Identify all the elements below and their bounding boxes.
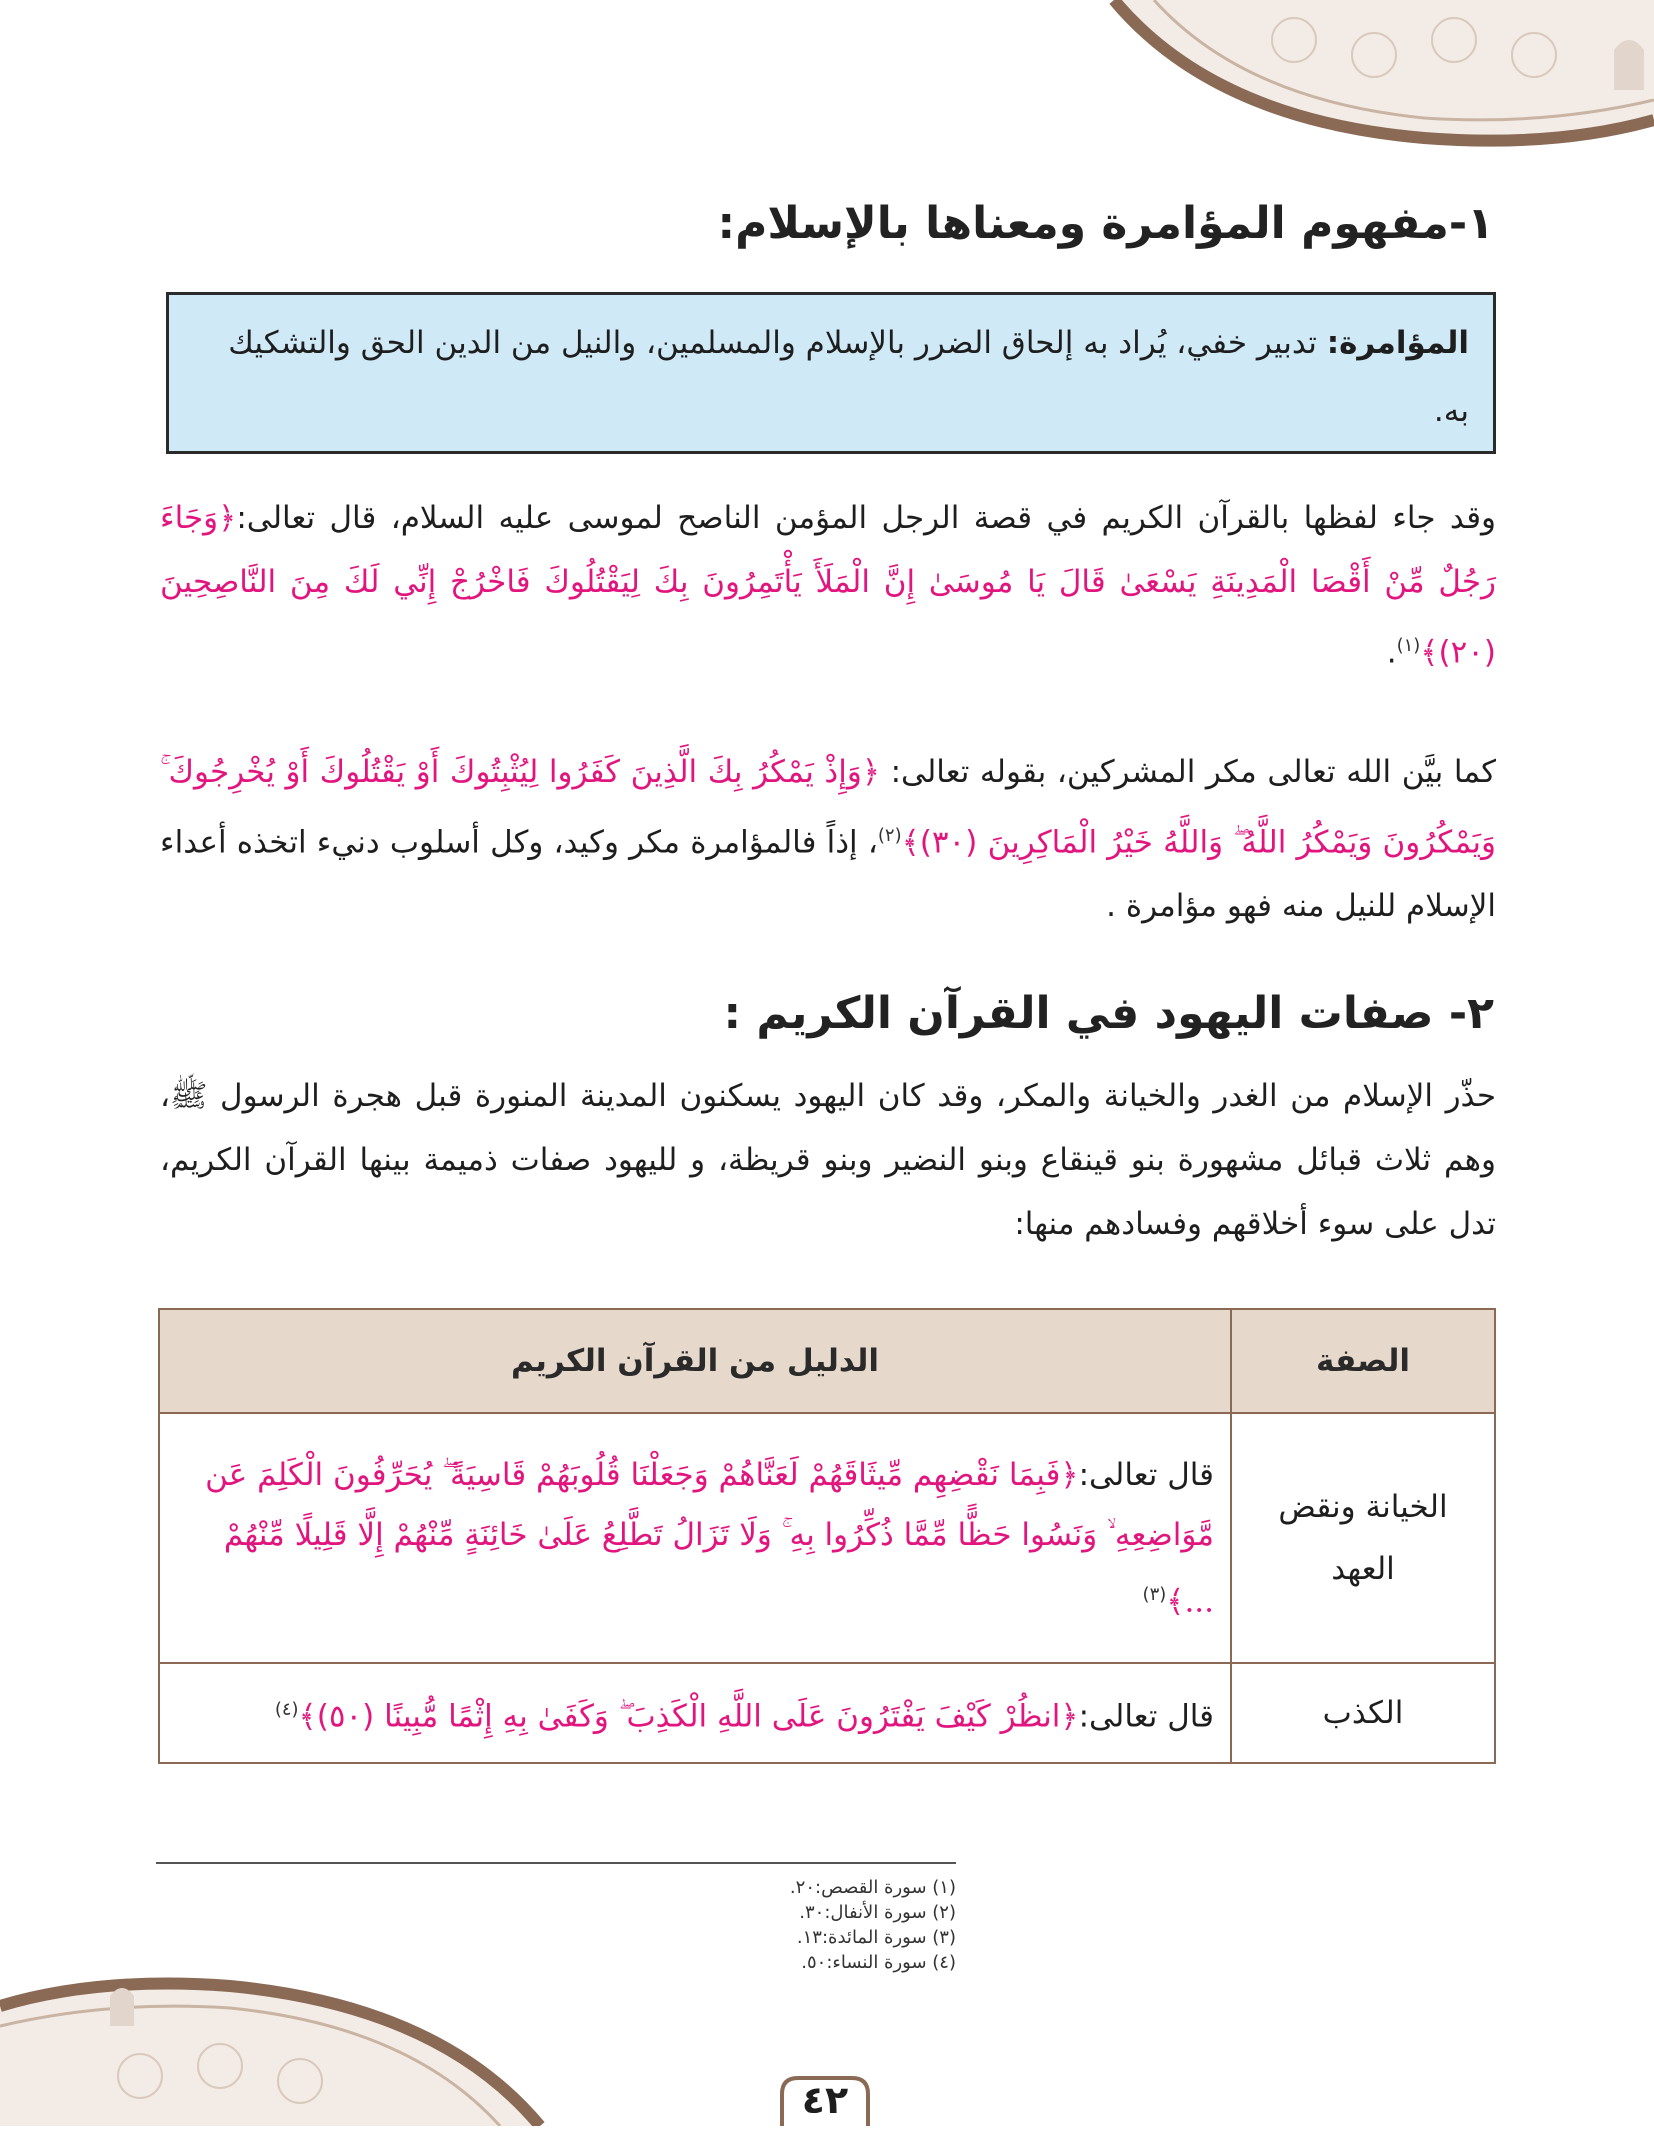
page-number-badge: [772, 2074, 878, 2126]
footnote-item: (٢) سورة الأنفال:٣٠.: [799, 1902, 956, 1923]
footnote-item: (١) سورة القصص:٢٠.: [789, 1877, 956, 1898]
footnote-item: (٤) سورة النساء:٥٠.: [801, 1952, 956, 1973]
quran-verse: فَبِمَا نَقْضِهِم مِّيثَاقَهُمْ لَعَنَّاهُمْ وَجَعَلْنَا قُلُوبَهُمْ قَاسِيَةً ۖ يُحَرِّفُونَ الْكَلِمَ عَن مَّوَاضِعِهِ ۙ وَنَسُوا حَظًّا مِّمَّا ذُكِّرُوا بِهِ ۚ وَلَا تَزَالُ تَطَّلِعُ عَلَىٰ خَائِنَةٍ مِّنْهُمْ إِلَّا قَلِيلًا مِّنْهُمْ ...: [205, 1456, 1214, 1620]
evidence-intro: قال تعالى:: [1078, 1698, 1214, 1735]
verse-open-ornament: ﴿: [861, 754, 880, 790]
quran-verse: وَإِذْ يَمْكُرُ بِكَ الَّذِينَ كَفَرُوا لِيُثْبِتُوكَ أَوْ يَقْتُلُوكَ أَوْ يُخْرِجُوكَ ۚ وَيَمْكُرُونَ وَيَمْكُرُ اللَّهُ ۖ وَاللَّهُ خَيْرُ الْمَاكِرِينَ: [160, 754, 1497, 861]
footnote-ref[interactable]: (٣): [1142, 1583, 1167, 1605]
footnote-ref[interactable]: (٤): [274, 1698, 299, 1720]
paragraph-plotting: [160, 740, 1496, 938]
footnote-item: (٣) سورة المائدة:١٣.: [796, 1927, 956, 1948]
quran-verse: وَجَاءَ رَجُلٌ مِّنْ أَقْصَا الْمَدِينَةِ يَسْعَىٰ قَالَ يَا مُوسَىٰ إِنَّ الْمَلَأَ يَأْتَمِرُونَ بِكَ لِيَقْتُلُوكَ فَاخْرُجْ إِنِّي لَكَ مِنَ النَّاصِحِينَ: [160, 500, 1496, 600]
footnotes: [156, 1875, 956, 1975]
definition-term: المؤامرة:: [1326, 325, 1469, 361]
section-heading-jews-traits: ٢- صفات اليهود في القرآن الكريم :: [723, 988, 1494, 1039]
evidence-intro: قال تعالى:: [1078, 1456, 1214, 1493]
definition-text: تدبير خفي، يُراد به إلحاق الضرر بالإسلام والمسلمين، والنيل من الدين الحق والتشكيك به.: [228, 325, 1469, 429]
section-heading-conspiracy: ١-مفهوم المؤامرة ومعناها بالإسلام:: [717, 198, 1494, 249]
paragraph-intro: وقد جاء لفظها بالقرآن الكريم في قصة الرجل المؤمن الناصح لموسى عليه السلام، قال تعالى:: [236, 500, 1496, 536]
evidence-cell: [159, 1413, 1231, 1663]
traits-table: [158, 1308, 1496, 1764]
ayah-number-marker: (٢٠): [1438, 634, 1496, 671]
footnote-divider: [156, 1862, 956, 1864]
header-trait: الصفة: [1231, 1309, 1495, 1413]
page-number: ٤٢: [801, 2078, 849, 2122]
trait-cell: الكذب: [1231, 1663, 1495, 1763]
paragraph-intro: كما بيَّن الله تعالى مكر المشركين، بقوله تعالى:: [890, 754, 1497, 790]
verse-close-ornament: ﴾: [1420, 634, 1439, 671]
verse-open-ornament: ﴿: [1060, 1698, 1079, 1735]
footnote-ref[interactable]: (٢): [877, 825, 902, 846]
ayah-number-marker: (٥٠): [316, 1698, 375, 1735]
trait-cell: الخيانة ونقض العهد: [1231, 1413, 1495, 1663]
verse-close-ornament: ﴾: [298, 1698, 317, 1735]
paragraph-outro: ، إذاً فالمؤامرة مكر وكيد، وكل أسلوب دنيء اتخذه أعداء الإسلام للنيل منه فهو مؤامرة .: [160, 824, 1496, 925]
verse-open-ornament: ﴿: [218, 500, 237, 536]
bottom-corner-ornament: [0, 1966, 560, 2126]
paragraph-conspiracy-quran: وقد جاء لفظها بالقرآن الكريم في قصة الرجل المؤمن الناصح لموسى عليه السلام، قال تعالى:﴿وَجَاءَ رَجُلٌ مِّنْ أَقْصَا الْمَدِينَةِ يَسْعَىٰ قَالَ يَا مُوسَىٰ إِنَّ الْمَلَأَ يَأْتَمِرُونَ بِكَ لِيَقْتُلُوكَ فَاخْرُجْ إِنِّي لَكَ مِنَ النَّاصِحِينَ (٢٠)﴾$^{(١)}$.: [160, 500, 1496, 671]
verse-close-ornament: ﴾: [901, 824, 920, 861]
verse-open-ornament: ﴿: [1060, 1456, 1079, 1493]
table-header-row: [159, 1309, 1495, 1413]
quran-verse: انظُرْ كَيْفَ يَفْتَرُونَ عَلَى اللَّهِ الْكَذِبَ ۖ وَكَفَىٰ بِهِ إِثْمًا مُّبِينًا: [384, 1698, 1061, 1735]
footnote-ref[interactable]: (١): [1396, 635, 1421, 656]
table-row: [159, 1413, 1495, 1663]
evidence-cell: [159, 1663, 1231, 1763]
table-row: [159, 1663, 1495, 1763]
header-evidence: الدليل من القرآن الكريم: [159, 1309, 1231, 1413]
paragraph-medina-tribes: حذّر الإسلام من الغدر والخيانة والمكر، وقد كان اليهود يسكنون المدينة المنورة قبل هجرة الرسول ﷺ، وهم ثلاث قبائل مشهورة بنو قينقاع وبنو النضير وبنو قريظة، و لليهود صفات ذميمة بينها القرآن الكريم، تدل على سوء أخلاقهم وفسادهم منها:: [160, 1078, 1496, 1242]
verse-close-ornament: ﴾: [1166, 1583, 1185, 1620]
top-corner-ornament: [1094, 0, 1654, 150]
definition-box: [166, 292, 1496, 454]
ayah-number-marker: (٣٠): [919, 824, 978, 861]
